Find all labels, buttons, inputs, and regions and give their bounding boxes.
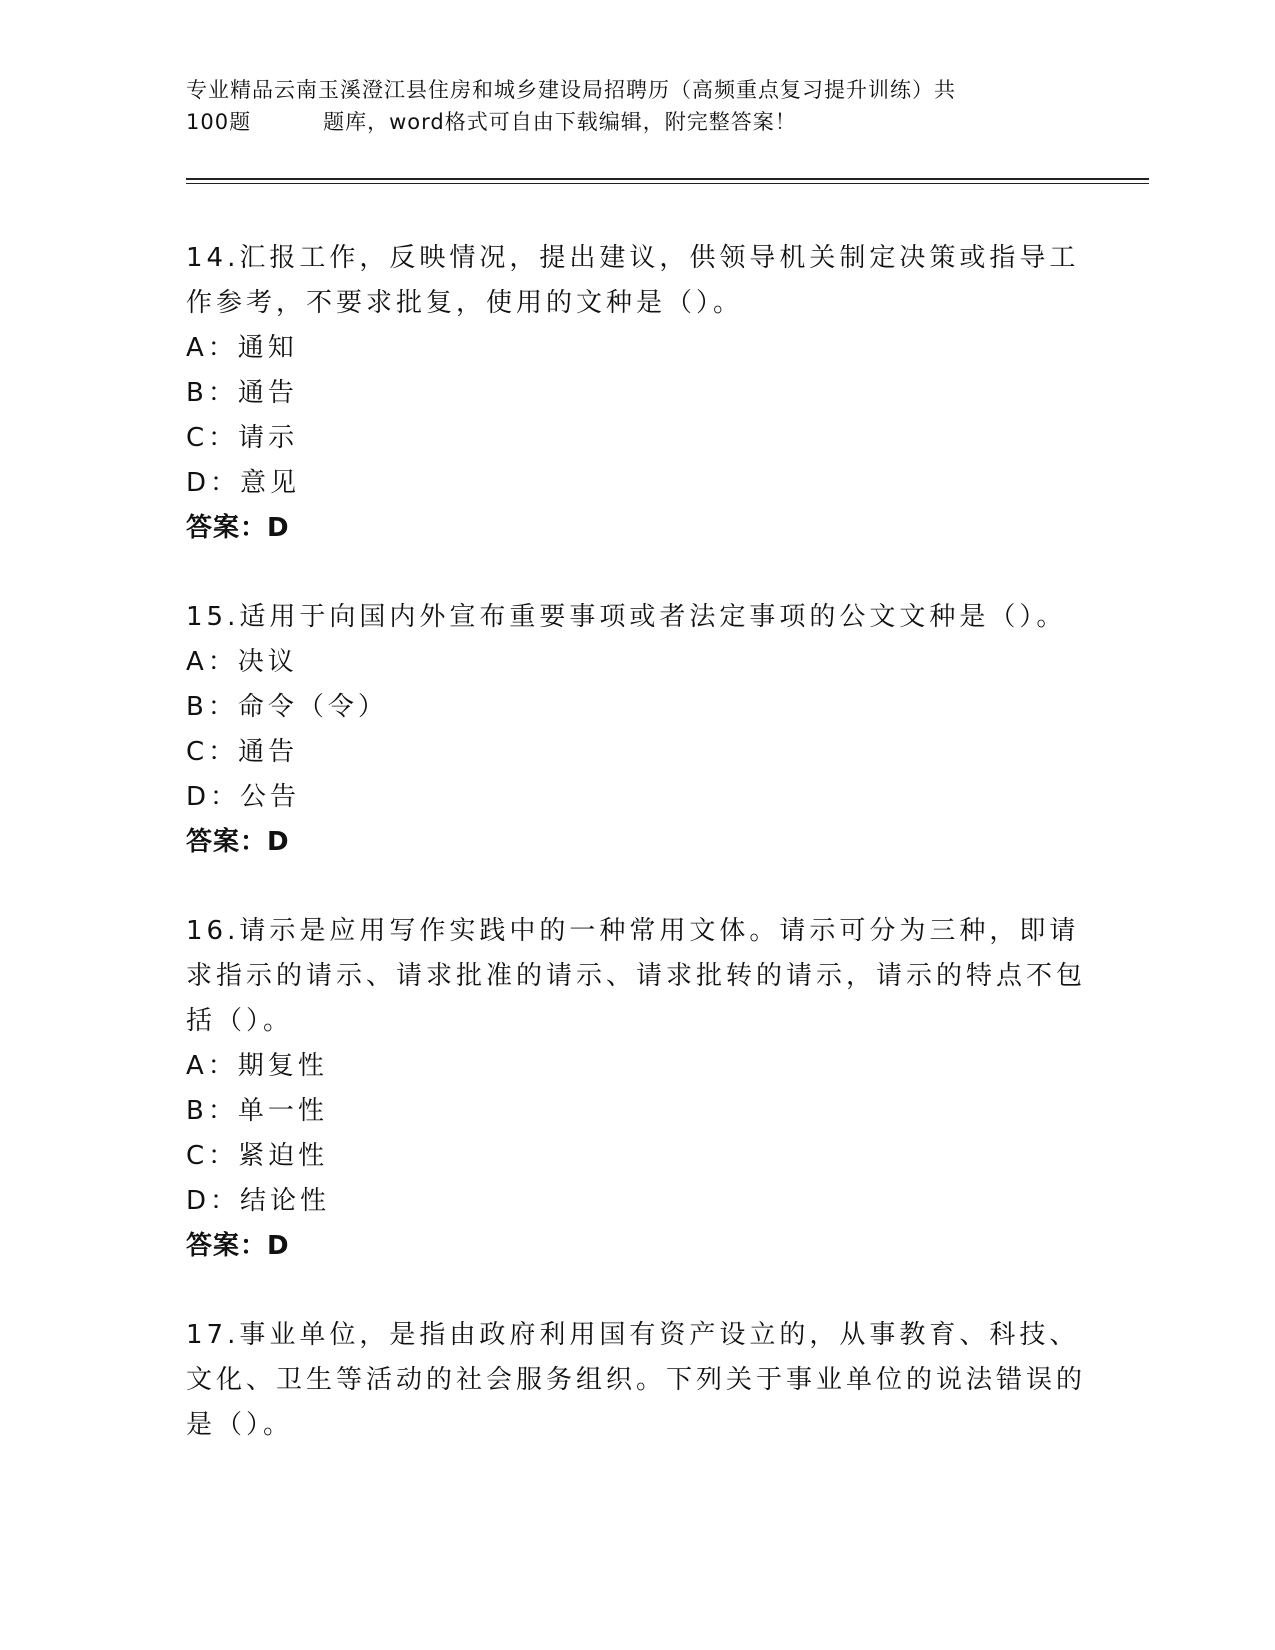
option-b: B：单一性 <box>186 1096 328 1126</box>
option-d: D：意见 <box>186 468 301 498</box>
option-a: A：期复性 <box>186 1051 328 1081</box>
document-header <box>186 74 1066 138</box>
option-a: A：决议 <box>186 647 298 677</box>
question-stem: 17.事业单位，是指由政府利用国有资产设立的，从事教育、科技、文化、卫生等活动的社会服务组织。下列关于事业单位的说法错误的是（）。 <box>186 1320 1087 1440</box>
answer-line: 答案：D <box>186 1231 290 1261</box>
header-description: 题库，word格式可自由下载编辑，附完整答案！ <box>323 110 797 134</box>
header-question-count: 100题 <box>186 110 252 134</box>
question-stem: 14.汇报工作，反映情况，提出建议，供领导机关制定决策或指导工作参考，不要求批复，使用的文种是（）。 <box>186 243 1080 318</box>
header-line-1: 专业精品云南玉溪澄江县住房和城乡建设局招聘历（高频重点复习提升训练）共 <box>186 78 956 102</box>
question-stem: 16.请示是应用写作实践中的一种常用文体。请示可分为三种，即请求指示的请示、请求批准的请示、请求批转的请示，请示的特点不包括（）。 <box>186 916 1087 1036</box>
answer-line: 答案：D <box>186 827 290 857</box>
question-17 <box>186 1313 1086 1448</box>
question-14 <box>186 236 1086 551</box>
option-d: D：结论性 <box>186 1186 331 1216</box>
header-divider-thin <box>186 183 1149 184</box>
option-b: B：命令（令） <box>186 692 388 722</box>
question-15 <box>186 595 1086 865</box>
option-d: D：公告 <box>186 782 301 812</box>
option-c: C：请示 <box>186 423 299 453</box>
question-stem: 15.适用于向国内外宣布重要事项或者法定事项的公文文种是（）。 <box>186 602 1067 632</box>
question-list <box>186 236 1086 1492</box>
option-a: A：通知 <box>186 333 298 363</box>
option-c: C：通告 <box>186 737 299 767</box>
question-16 <box>186 909 1086 1269</box>
option-c: C：紧迫性 <box>186 1141 329 1171</box>
option-b: B：通告 <box>186 378 298 408</box>
answer-line: 答案：D <box>186 513 290 543</box>
header-divider-thick <box>186 178 1149 180</box>
header-line-2 <box>186 106 1066 138</box>
